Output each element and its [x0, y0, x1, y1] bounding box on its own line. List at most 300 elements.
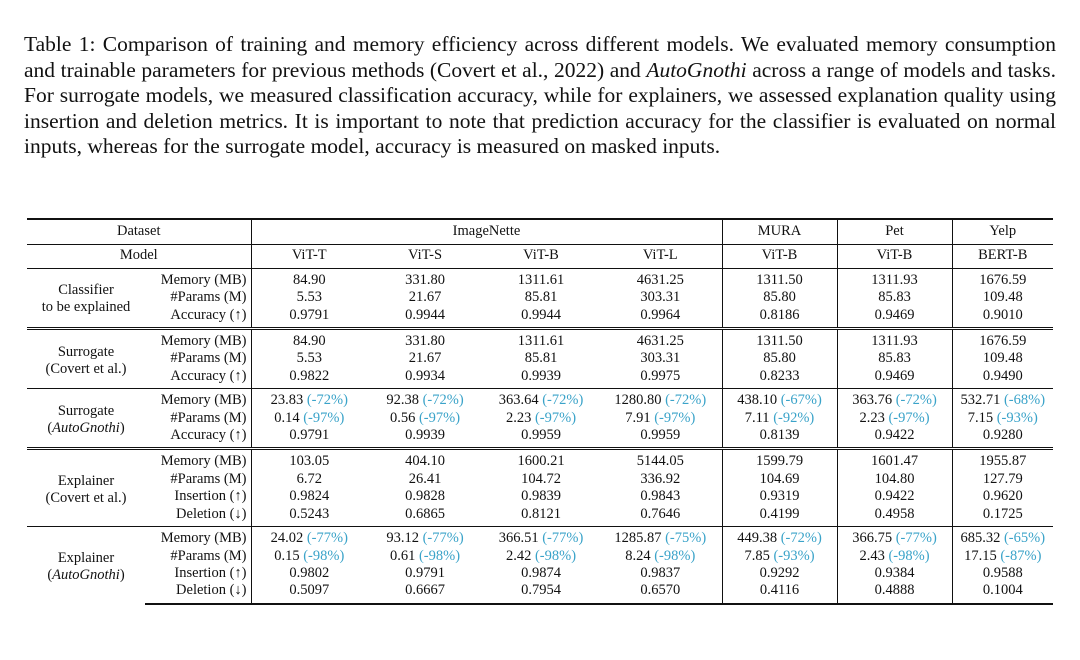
model-name: ViT-B: [837, 245, 952, 268]
value: 0.9490: [982, 367, 1023, 384]
metric-label: Memory (MB): [145, 527, 251, 548]
value: 404.10: [405, 453, 445, 470]
value: 0.1725: [982, 505, 1023, 522]
table-row: [27, 368, 1053, 389]
value-cell: [952, 307, 1053, 329]
value-cell: [483, 548, 599, 565]
value-cell: [599, 389, 722, 410]
model-name: BERT-B: [952, 245, 1053, 268]
value-cell: [251, 268, 367, 289]
value-cell: [837, 329, 952, 351]
value: 0.9292: [759, 564, 800, 581]
value: 5.53: [296, 289, 322, 306]
value: 109.48: [982, 289, 1023, 306]
value: 0.7646: [640, 505, 681, 522]
reduction-percent: (-93%): [996, 409, 1038, 426]
table-row: [27, 410, 1053, 427]
value-cell: [251, 307, 367, 329]
value-cell: [483, 565, 599, 582]
value: 0.9422: [874, 488, 915, 505]
value: 127.79: [982, 470, 1023, 487]
value: 24.02: [270, 530, 304, 547]
value-cell: [952, 471, 1053, 488]
value-cell: [722, 410, 837, 427]
value-cell: [367, 307, 483, 329]
value-cell: [599, 427, 722, 449]
value-cell: [837, 368, 952, 389]
value-cell: [952, 350, 1053, 367]
value: 0.4199: [759, 505, 800, 522]
reduction-percent: (-97%): [654, 409, 696, 426]
value: 0.6570: [640, 582, 681, 599]
value: 0.9010: [982, 306, 1023, 323]
value: 84.90: [292, 333, 326, 350]
value: 0.4888: [874, 582, 915, 599]
metric-label: Accuracy (↑): [170, 367, 247, 384]
value: 0.8233: [759, 367, 800, 384]
value-cell: [952, 268, 1053, 289]
value: 1311.50: [756, 333, 803, 350]
value: 0.8139: [759, 427, 800, 444]
value: 0.9469: [874, 306, 915, 323]
value: 0.61: [389, 547, 416, 564]
value: 1285.87: [614, 530, 662, 547]
value-cell: [722, 527, 837, 548]
value: 685.32: [960, 530, 1001, 547]
value: 2.23: [505, 409, 532, 426]
group-label-line: to be explained: [41, 299, 131, 316]
value: 2.43: [859, 547, 885, 564]
value: 0.1004: [982, 582, 1023, 599]
value: 104.72: [521, 470, 561, 487]
value: 85.83: [878, 289, 911, 306]
value: 85.81: [524, 289, 558, 306]
value-cell: [483, 389, 599, 410]
value-cell: [367, 350, 483, 367]
metric-label: Memory (MB): [145, 389, 251, 410]
value: 0.9824: [289, 488, 330, 505]
value: 85.80: [763, 289, 796, 306]
header-row-models: [27, 245, 1053, 268]
value: 1311.93: [871, 271, 918, 288]
value: 5144.05: [636, 453, 684, 470]
value-cell: [483, 410, 599, 427]
value: 1599.79: [755, 453, 804, 470]
value: 0.9791: [289, 306, 330, 323]
header-row-datasets: [27, 219, 1053, 245]
value: 331.80: [405, 271, 445, 288]
value-cell: [483, 488, 599, 505]
value: 6.72: [296, 470, 322, 487]
reduction-percent: (-97%): [303, 409, 345, 426]
table-row: [27, 565, 1053, 582]
value: 0.8186: [759, 306, 800, 323]
value-cell: [251, 565, 367, 582]
value: 0.6865: [405, 505, 445, 522]
reduction-percent: (-72%): [780, 530, 822, 547]
value-cell: [837, 527, 952, 548]
value: 0.9588: [982, 564, 1023, 581]
value: 92.38: [386, 392, 419, 409]
model-name: ViT-T: [251, 245, 367, 268]
reduction-percent: (-98%): [654, 547, 696, 564]
value-cell: [837, 565, 952, 582]
value-cell: [837, 471, 952, 488]
value-cell: [599, 488, 722, 505]
value: 1955.87: [979, 453, 1027, 470]
value: 0.9959: [521, 427, 561, 444]
value: 0.9791: [289, 427, 330, 444]
value-cell: [837, 307, 952, 329]
value: 1311.50: [756, 271, 803, 288]
value-cell: [952, 368, 1053, 389]
value-cell: [483, 350, 599, 367]
value-cell: [952, 289, 1053, 306]
value-cell: [722, 389, 837, 410]
metric-label: Deletion (↓): [145, 582, 251, 603]
table-row: [27, 350, 1053, 367]
model-name: ViT-B: [722, 245, 837, 268]
value-cell: [367, 527, 483, 548]
value-cell: [367, 268, 483, 289]
value-cell: [483, 329, 599, 351]
value: 366.51: [498, 530, 539, 547]
value-cell: [599, 506, 722, 527]
reduction-percent: (-65%): [1003, 530, 1046, 547]
group-label-line: Surrogate: [57, 343, 115, 360]
value: 1311.93: [871, 333, 918, 350]
group-label-line: (AutoGnothi): [47, 419, 125, 436]
reduction-percent: (-72%): [895, 392, 937, 409]
value: 0.9944: [521, 306, 561, 323]
value-cell: [483, 471, 599, 488]
reduction-percent: (-92%): [773, 409, 815, 426]
value: 0.5243: [289, 505, 330, 522]
reduction-percent: (-98%): [534, 547, 577, 564]
value-cell: [837, 427, 952, 449]
value-cell: [722, 427, 837, 449]
value-cell: [251, 449, 367, 471]
value: 0.9975: [640, 367, 681, 384]
value: 0.8121: [521, 505, 561, 522]
value-cell: [599, 329, 722, 351]
group-label-line: (AutoGnothi): [47, 566, 125, 583]
value-cell: [483, 527, 599, 548]
dataset-name-imagenette: ImageNette: [251, 219, 722, 245]
value: 17.15: [964, 547, 997, 564]
value-cell: [599, 307, 722, 329]
value-cell: [251, 410, 367, 427]
value-cell: [722, 329, 837, 351]
value-cell: [952, 427, 1053, 449]
value: 0.9944: [405, 306, 445, 323]
value: 0.9964: [640, 306, 681, 323]
value-cell: [367, 427, 483, 449]
value: 366.75: [852, 530, 893, 547]
value-cell: [251, 488, 367, 505]
reduction-percent: (-67%): [780, 392, 822, 409]
value-cell: [251, 329, 367, 351]
value-cell: [251, 582, 367, 603]
value-cell: [483, 427, 599, 449]
value-cell: [251, 527, 367, 548]
value-cell: [483, 368, 599, 389]
value: 1311.61: [517, 271, 565, 288]
group-label-line: Explainer: [57, 549, 115, 566]
value-cell: [722, 488, 837, 505]
metric-label: Accuracy (↑): [170, 306, 247, 323]
value: 8.24: [625, 547, 651, 564]
value-cell: [837, 389, 952, 410]
value-cell: [837, 506, 952, 527]
caption-text-b: across a range of models and tasks. For surrogate models, we measured classification accuracy, while for explainers, we assessed explanation quality using insertion and deletion metrics. It is important to note that prediction accuracy for the classifier is evaluated on normal inputs, whereas for the surrogate model, accuracy is measured on masked inputs.: [24, 57, 1057, 158]
value: 0.9280: [982, 427, 1023, 444]
metric-label: Memory (MB): [145, 329, 251, 351]
value-cell: [722, 268, 837, 289]
value-cell: [367, 410, 483, 427]
group-label-line: Surrogate: [57, 402, 115, 419]
group-label: [27, 329, 145, 389]
value: 0.9319: [759, 488, 800, 505]
value-cell: [952, 329, 1053, 351]
value-cell: [952, 582, 1053, 603]
value-cell: [367, 289, 483, 306]
value: 85.81: [524, 350, 558, 367]
value-cell: [837, 488, 952, 505]
value-cell: [599, 410, 722, 427]
value: 21.67: [408, 350, 442, 367]
value: 0.14: [274, 409, 300, 426]
value-cell: [599, 368, 722, 389]
value-cell: [251, 389, 367, 410]
group-label-line: (Covert et al.): [45, 489, 127, 506]
value: 438.10: [737, 392, 778, 409]
table-row: [27, 506, 1053, 527]
value: 0.56: [389, 409, 416, 426]
value: 449.38: [737, 530, 778, 547]
reduction-percent: (-98%): [888, 547, 930, 564]
value: 85.83: [878, 350, 911, 367]
value-cell: [367, 471, 483, 488]
value: 93.12: [386, 530, 419, 547]
value: 84.90: [292, 271, 326, 288]
value-cell: [722, 471, 837, 488]
value: 0.9422: [874, 427, 915, 444]
value-cell: [483, 506, 599, 527]
value-cell: [722, 548, 837, 565]
table-row: [27, 449, 1053, 471]
table-row: [27, 548, 1053, 565]
value-cell: [837, 582, 952, 603]
metric-label: Memory (MB): [145, 268, 251, 289]
value-cell: [251, 350, 367, 367]
value-cell: [722, 350, 837, 367]
value: 303.31: [640, 350, 681, 367]
table-row: [27, 471, 1053, 488]
group-label: [27, 527, 145, 604]
value: 0.15: [274, 547, 300, 564]
value: 1676.59: [979, 271, 1027, 288]
value-cell: [251, 506, 367, 527]
table-row: [27, 389, 1053, 410]
reduction-percent: (-97%): [534, 409, 577, 426]
value-cell: [367, 565, 483, 582]
value-cell: [251, 427, 367, 449]
value: 0.4958: [874, 505, 915, 522]
value: 532.71: [960, 392, 1001, 409]
dataset-header-label: Dataset: [27, 219, 251, 245]
value-cell: [483, 268, 599, 289]
metric-label: #Params (M): [170, 409, 247, 426]
value-cell: [367, 449, 483, 471]
value: 0.9934: [405, 367, 445, 384]
value: 0.9620: [982, 488, 1023, 505]
value-cell: [837, 449, 952, 471]
value: 0.9939: [405, 427, 445, 444]
value: 0.4116: [759, 582, 800, 599]
value: 7.15: [967, 409, 994, 426]
value-cell: [483, 582, 599, 603]
value: 7.11: [744, 409, 770, 426]
value-cell: [483, 449, 599, 471]
value-cell: [599, 350, 722, 367]
value-cell: [952, 506, 1053, 527]
value-cell: [722, 506, 837, 527]
value: 0.7954: [521, 582, 561, 599]
value-cell: [952, 389, 1053, 410]
reduction-percent: (-75%): [665, 530, 707, 547]
value-cell: [952, 527, 1053, 548]
value-cell: [483, 307, 599, 329]
reduction-percent: (-97%): [418, 409, 461, 426]
value: 85.80: [763, 350, 796, 367]
reduction-percent: (-98%): [418, 547, 461, 564]
value: 0.9843: [640, 488, 681, 505]
value-cell: [367, 548, 483, 565]
efficiency-table: [27, 218, 1053, 605]
value-cell: [599, 289, 722, 306]
value: 0.9802: [289, 564, 330, 581]
model-name: ViT-S: [367, 245, 483, 268]
value: 7.91: [625, 409, 651, 426]
value: 0.9959: [640, 427, 681, 444]
dataset-name-pet: Pet: [837, 219, 952, 245]
value-cell: [599, 548, 722, 565]
reduction-percent: (-77%): [306, 530, 348, 547]
value-cell: [599, 582, 722, 603]
value: 1600.21: [517, 453, 565, 470]
table-row: [27, 582, 1053, 603]
value-cell: [837, 410, 952, 427]
dataset-name-mura: MURA: [722, 219, 837, 245]
value: 1280.80: [614, 392, 662, 409]
value-cell: [367, 329, 483, 351]
group-label: [27, 389, 145, 449]
metric-label: #Params (M): [170, 547, 247, 564]
metric-label: Insertion (↑): [174, 488, 247, 505]
reduction-percent: (-72%): [542, 392, 584, 409]
reduction-percent: (-72%): [665, 392, 707, 409]
group-label-line: Classifier: [58, 282, 114, 299]
value: 0.9939: [521, 367, 561, 384]
value-cell: [952, 449, 1053, 471]
caption-text-a: Comparison of training and memory efficiency across different models. We evaluated memory consumption and trainable parameters for previous methods (Covert et al., 2022) and: [24, 32, 1056, 82]
metric-label: #Params (M): [170, 289, 247, 306]
value: 1676.59: [979, 333, 1027, 350]
group-label-line: Explainer: [57, 472, 115, 489]
reduction-percent: (-72%): [422, 392, 464, 409]
value-cell: [599, 471, 722, 488]
reduction-percent: (-97%): [888, 409, 930, 426]
reduction-percent: (-77%): [895, 530, 937, 547]
value-cell: [722, 565, 837, 582]
reduction-percent: (-77%): [542, 530, 584, 547]
value: 0.9874: [521, 564, 561, 581]
value-cell: [837, 548, 952, 565]
table-body: [27, 219, 1053, 604]
value-cell: [952, 488, 1053, 505]
value: 103.05: [289, 453, 330, 470]
value-cell: [251, 471, 367, 488]
value: 331.80: [405, 333, 445, 350]
value: 1601.47: [870, 453, 919, 470]
value-cell: [599, 565, 722, 582]
value: 104.69: [759, 470, 800, 487]
dataset-name-yelp: Yelp: [952, 219, 1053, 245]
model-header-label: Model: [27, 245, 251, 268]
metric-label: Insertion (↑): [174, 564, 247, 581]
value-cell: [251, 548, 367, 565]
value-cell: [722, 449, 837, 471]
value-cell: [483, 289, 599, 306]
value: 0.9791: [405, 564, 445, 581]
value-cell: [367, 488, 483, 505]
model-name: ViT-L: [599, 245, 722, 268]
group-label: [27, 268, 145, 328]
value: 4631.25: [636, 333, 684, 350]
value-cell: [722, 582, 837, 603]
reduction-percent: (-87%): [1000, 547, 1042, 564]
table-row: [27, 307, 1053, 329]
value-cell: [599, 268, 722, 289]
table-row: [27, 527, 1053, 548]
value-cell: [251, 368, 367, 389]
value: 4631.25: [636, 271, 684, 288]
table-caption: [24, 32, 1056, 160]
reduction-percent: (-98%): [303, 547, 345, 564]
value-cell: [367, 389, 483, 410]
value-cell: [599, 527, 722, 548]
value: 104.80: [874, 470, 915, 487]
table-row: [27, 427, 1053, 449]
value-cell: [952, 548, 1053, 565]
value-cell: [952, 410, 1053, 427]
value: 1311.61: [517, 333, 565, 350]
value: 7.85: [744, 547, 770, 564]
value-cell: [367, 506, 483, 527]
metric-label: #Params (M): [170, 350, 247, 367]
value-cell: [722, 289, 837, 306]
value-cell: [367, 582, 483, 603]
value: 336.92: [640, 470, 681, 487]
table-row: [27, 289, 1053, 306]
value: 2.42: [505, 547, 532, 564]
value-cell: [722, 368, 837, 389]
value-cell: [251, 289, 367, 306]
table-row: [27, 329, 1053, 351]
value-cell: [952, 565, 1053, 582]
group-label-line: (Covert et al.): [45, 360, 127, 377]
